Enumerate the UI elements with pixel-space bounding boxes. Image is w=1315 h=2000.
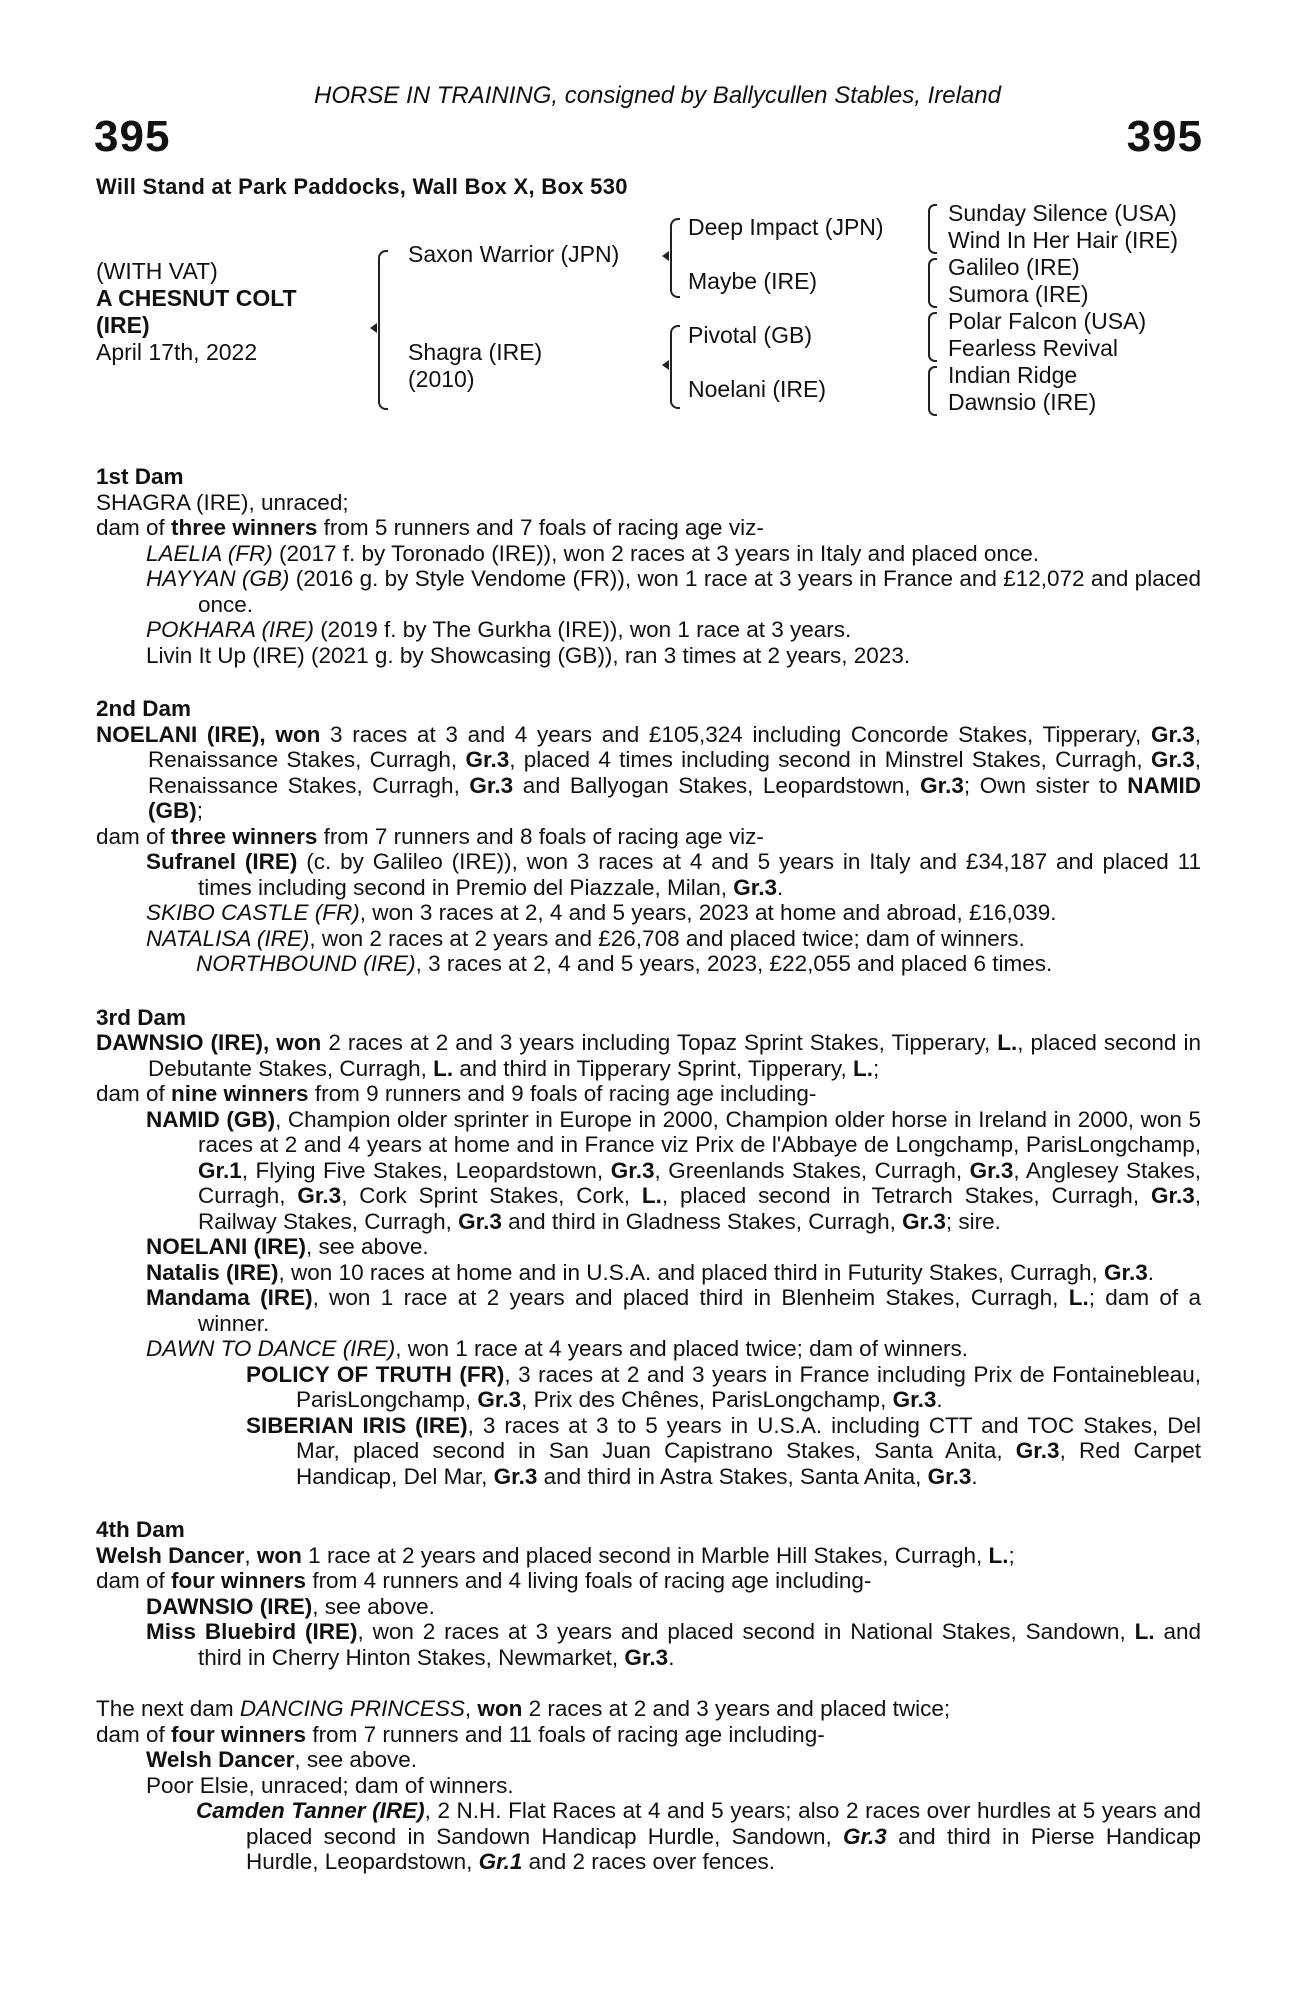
gg-brace-1 (928, 204, 937, 254)
foaling-date: April 17th, 2022 (96, 339, 258, 365)
produce-noelani: NOELANI (IRE), see above. (146, 1234, 429, 1259)
next-dam-record: The next dam DANCING PRINCESS, won 2 races at 2 and 3 years and placed twice; (96, 1696, 951, 1721)
gg-7: Indian Ridge (948, 362, 1078, 388)
consignment-header: HORSE IN TRAINING, consigned by Ballycullen Stables, Ireland (314, 82, 1001, 109)
produce-siberian-iris: SIBERIAN IRIS (IRE), 3 races at 3 to 5 years in U.S.A. including CTT and TOC Stakes, Del Mar, placed second in San Juan Capistrano Stakes, Santa Anita, Gr.3, Red Carpet Handicap, Del Mar, Gr.3 and third in Astra Stakes, Santa Anita, Gr.3. (246, 1412, 1201, 1489)
produce-welsh-dancer: Welsh Dancer, see above. (146, 1747, 417, 1772)
stand-location: Will Stand at Park Paddocks, Wall Box X, Box 530 (96, 174, 628, 199)
gg-2: Wind In Her Hair (IRE) (948, 227, 1179, 253)
produce-miss-bluebird: Miss Bluebird (IRE), won 2 races at 3 years and placed second in National Stakes, Sandown, L. and third in Cherry Hinton Stakes, Newmarket, Gr.3. (146, 1619, 1201, 1670)
sire-sire: Deep Impact (JPN) (688, 214, 884, 240)
first-dam-line: SHAGRA (IRE), unraced; (96, 489, 349, 515)
horse-name: A CHESNUT COLT (96, 285, 297, 311)
lot-number-right: 395 (1126, 112, 1203, 161)
sire: Saxon Warrior (JPN) (408, 241, 620, 267)
gg-4: Sumora (IRE) (948, 281, 1089, 307)
second-dam-heading: 2nd Dam (96, 696, 192, 721)
produce-skibo-castle: SKIBO CASTLE (FR), won 3 races at 2, 4 and 5 years, 2023 at home and abroad, £16,039. (146, 900, 1057, 925)
produce-livin-it-up: Livin It Up (IRE) (2021 g. by Showcasing (GB)), ran 3 times at 2 years, 2023. (146, 642, 911, 668)
sire-dam: Maybe (IRE) (688, 268, 818, 294)
produce-mandama: Mandama (IRE), won 1 race at 2 years and placed third in Blenheim Stakes, Curragh, L.; dam of a winner. (146, 1285, 1201, 1336)
produce-sufranel: Sufranel (IRE) (c. by Galileo (IRE)), won 3 races at 4 and 5 years in Italy and £34,187 and placed 11 times including second in Premio del Piazzale, Milan, Gr.3. (146, 849, 1201, 900)
gg-brace-3 (928, 312, 937, 362)
gg-brace-4 (928, 366, 937, 416)
fourth-dam-heading: 4th Dam (96, 1517, 185, 1542)
fourth-dam-record: Welsh Dancer, won 1 race at 2 years and placed second in Marble Hill Stakes, Curragh, L.; (96, 1542, 1015, 1568)
gg-5: Polar Falcon (USA) (948, 308, 1147, 334)
dam-dam: Noelani (IRE) (688, 376, 827, 402)
sire-brace (670, 218, 680, 298)
third-dam-heading: 3rd Dam (96, 1004, 187, 1030)
third-dam-produce-summary: dam of nine winners from 9 runners and 9 foals of racing age including- (96, 1081, 817, 1106)
gg-8: Dawnsio (IRE) (948, 389, 1097, 415)
produce-northbound: NORTHBOUND (IRE), 3 races at 2, 4 and 5 years, 2023, £22,055 and placed 6 times. (196, 951, 1053, 976)
fourth-dam-produce-summary: dam of four winners from 4 runners and 4 living foals of racing age including- (96, 1568, 872, 1593)
lot-number-left: 395 (94, 112, 171, 161)
next-dam-produce-summary: dam of four winners from 7 runners and 11 foals of racing age including- (96, 1721, 825, 1747)
gg-6: Fearless Revival (948, 335, 1118, 361)
pedigree-brace-point (370, 323, 377, 333)
produce-pokhara: POKHARA (IRE) (2019 f. by The Gurkha (IRE)), won 1 race at 3 years. (146, 617, 852, 642)
catalogue-body (96, 464, 1201, 1875)
third-dam-record: DAWNSIO (IRE), won 2 races at 2 and 3 years including Topaz Sprint Stakes, Tipperary, L., placed second in Debutante Stakes, Curragh, L. and third in Tipperary Sprint, Tipperary, L.; (96, 1030, 1201, 1081)
first-dam-produce-summary: dam of three winners from 5 runners and 7 foals of racing age viz- (96, 515, 764, 540)
produce-natalis: Natalis (IRE), won 10 races at home and in U.S.A. and placed third in Futurity Stakes, Curragh, Gr.3. (146, 1259, 1155, 1285)
sire-brace-point (662, 251, 669, 261)
vat-note: (WITH VAT) (96, 258, 218, 284)
dam-year: (2010) (408, 366, 475, 392)
gg-3: Galileo (IRE) (948, 254, 1080, 280)
dam-brace (670, 325, 680, 409)
gg-1: Sunday Silence (USA) (948, 200, 1177, 226)
produce-dawn-to-dance: DAWN TO DANCE (IRE), won 1 race at 4 years and placed twice; dam of winners. (146, 1336, 968, 1361)
produce-laelia: LAELIA (FR) (2017 f. by Toronado (IRE)), won 2 races at 3 years in Italy and placed once. (146, 540, 1039, 566)
produce-namid: NAMID (GB), Champion older sprinter in Europe in 2000, Champion older horse in Ireland in 2000, won 5 races at 2 and 4 years at home and in France viz Prix de l'Abbaye de Longchamp, ParisLongchamp, Gr.1, Flying Five Stakes, Leopardstown, Gr.3, Greenlands Stakes, Curragh, Gr.3, Anglesey Stakes, Curragh, Gr.3, Cork Sprint Stakes, Cork, L., placed second in Tetrarch Stakes, Curragh, Gr.3, Railway Stakes, Curragh, Gr.3 and third in Gladness Stakes, Curragh, Gr.3; sire. (146, 1106, 1202, 1234)
first-dam-heading: 1st Dam (96, 464, 184, 489)
produce-policy-of-truth: POLICY OF TRUTH (FR), 3 races at 2 and 3 years in France including Prix de Fontainebleau, ParisLongchamp, Gr.3, Prix des Chênes, ParisLongchamp, Gr.3. (246, 1361, 1201, 1412)
produce-natalisa: NATALISA (IRE), won 2 races at 2 years and £26,708 and placed twice; dam of winners. (146, 925, 1025, 951)
dam-sire: Pivotal (GB) (688, 322, 812, 348)
produce-poor-elsie: Poor Elsie, unraced; dam of winners. (146, 1772, 514, 1798)
produce-camden-tanner: Camden Tanner (IRE), 2 N.H. Flat Races at 4 and 5 years; also 2 races over hurdles at 5 years and placed second in Sandown Handicap Hurdle, Sandown, Gr.3 and third in Pierse Handicap Hurdle, Leopardstown, Gr.1 and 2 races over fences. (196, 1798, 1201, 1874)
pedigree-brace (378, 250, 388, 410)
produce-dawnsio: DAWNSIO (IRE), see above. (146, 1593, 435, 1619)
second-dam-produce-summary: dam of three winners from 7 runners and 8 foals of racing age viz- (96, 823, 764, 849)
second-dam-record: NOELANI (IRE), won 3 races at 3 and 4 years and £105,324 including Concorde Stakes, Tipperary, Gr.3, Renaissance Stakes, Curragh, Gr.3, placed 4 times including second in Minstrel Stakes, Curragh, Gr.3, Renaissance Stakes, Curragh, Gr.3 and Ballyogan Stakes, Leopardstown, Gr.3; Own sister to NAMID (GB); (96, 721, 1201, 823)
horse-origin: (IRE) (96, 312, 150, 338)
gg-brace-2 (928, 258, 937, 308)
produce-hayyan: HAYYAN (GB) (2016 g. by Style Vendome (FR)), won 1 race at 3 years in France and £12,072 and placed once. (146, 566, 1201, 617)
dam-brace-point (662, 360, 669, 370)
dam: Shagra (IRE) (408, 339, 543, 365)
